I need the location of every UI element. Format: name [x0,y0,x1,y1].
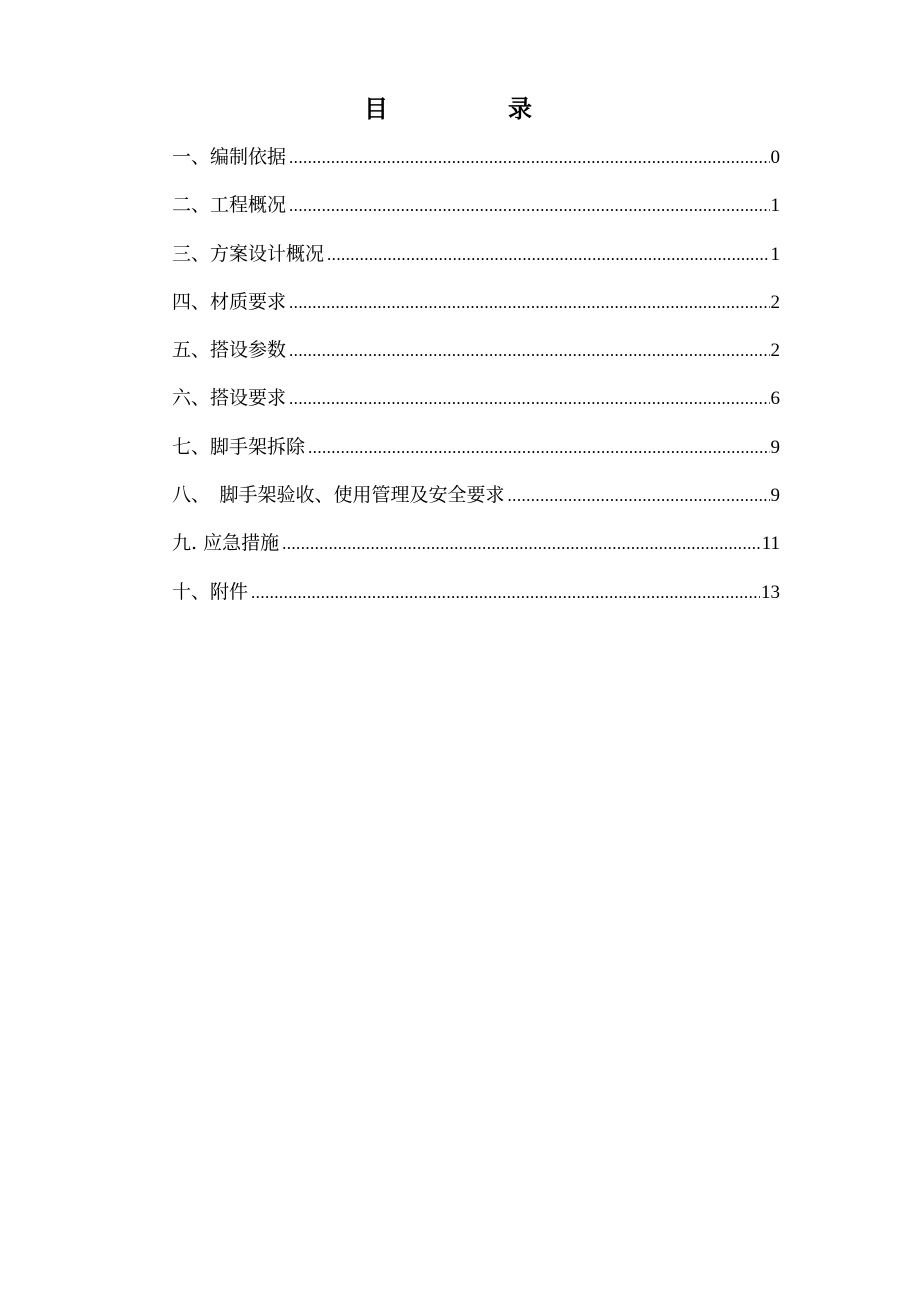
toc-entry[interactable] [172,383,780,431]
toc-leader [251,578,760,608]
toc-entry-page: 11 [761,533,780,555]
toc-title: 目 录 [364,94,580,123]
toc-entry-page: 9 [770,436,780,458]
toc-entry-label: 二、工程概况 [172,194,287,217]
toc-leader [308,433,769,463]
toc-entry-page: 2 [770,291,780,313]
toc-entry-label: 四、材质要求 [172,290,287,313]
toc-entry-page: 2 [770,340,780,362]
toc-entry-label: 九. 应急措施 [172,532,280,555]
toc-entry[interactable] [172,142,780,190]
toc-entry-page: 9 [770,485,780,507]
toc-entry-label: 八、 脚手架验收、使用管理及安全要求 [172,484,505,507]
toc-leader [289,336,769,366]
toc-leader [327,240,769,270]
toc-leader [289,288,769,318]
toc-list [172,142,780,625]
toc-entry-page: 13 [761,581,780,603]
toc-entry[interactable] [172,528,780,576]
toc-leader [289,384,769,414]
toc-entry[interactable] [172,335,780,383]
toc-entry-page: 1 [770,195,780,217]
toc-entry-page: 6 [770,388,780,410]
toc-entry[interactable] [172,480,780,528]
toc-entry-label: 六、搭设要求 [172,387,287,410]
toc-leader [508,481,770,511]
toc-entry-label: 七、脚手架拆除 [172,435,306,458]
toc-entry[interactable] [172,432,780,480]
toc-leader [289,143,769,173]
toc-entry-label: 三、方案设计概况 [172,242,325,265]
toc-leader [282,529,761,559]
toc-entry-page: 1 [770,243,780,265]
toc-entry-label: 五、搭设参数 [172,339,287,362]
toc-entry-label: 十、附件 [172,580,249,603]
toc-entry[interactable] [172,287,780,335]
toc-entry-label: 一、编制依据 [172,146,287,168]
toc-leader [289,191,769,221]
toc-entry[interactable] [172,577,780,625]
toc-entry-page: 0 [770,147,780,168]
toc-entry[interactable] [172,190,780,238]
toc-entry[interactable] [172,239,780,287]
